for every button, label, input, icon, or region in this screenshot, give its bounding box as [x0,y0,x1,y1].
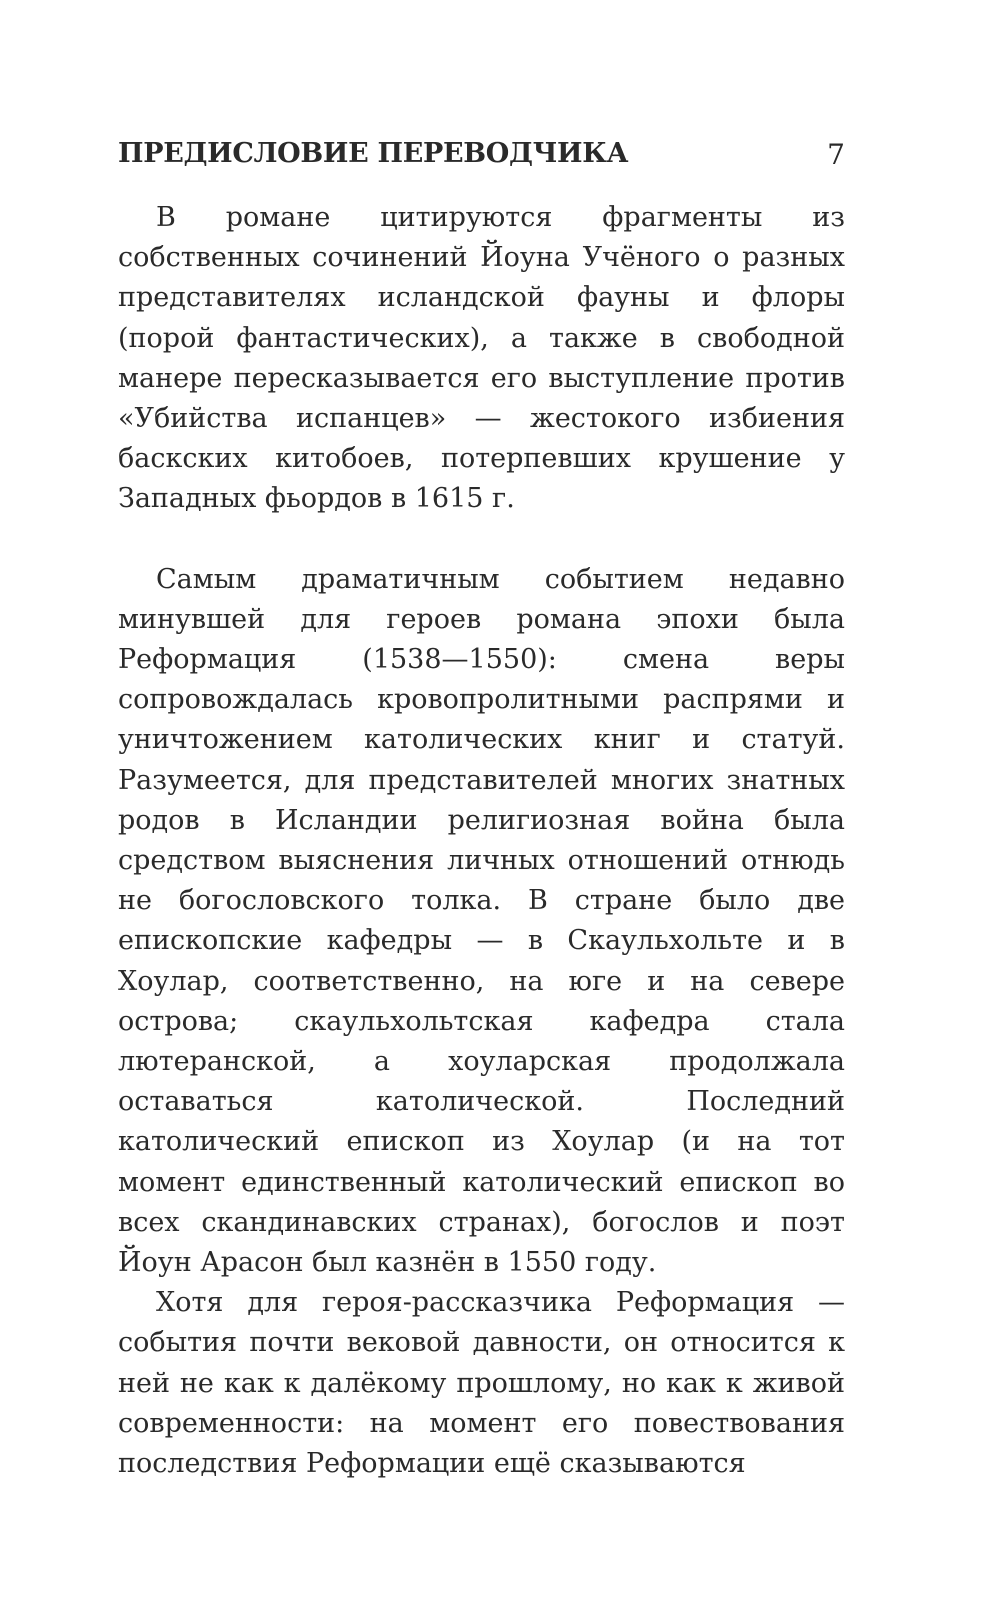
running-head [118,120,845,180]
page-number: 7 [827,138,845,171]
book-page [118,120,845,1484]
body-text [118,198,845,1484]
section-title: ПРЕДИСЛОВИЕ ПЕРЕВОДЧИКА [118,138,629,169]
paragraph-quotations: В романе цитируются фрагменты из собственных сочинений Йоуна Учёного о разных представителях исландской фауны и флоры (порой фантастических), а также в свободной манере пересказывается его выступление против «Убийства испанцев» — жестокого избиения баскских китобоев, потерпевших крушение у Западных фьордов в 1615 г. [118,202,845,515]
paragraph-narrator: Хотя для героя-рассказчика Реформация — события почти вековой давности, он относится к ней не как к далёкому прошлому, но как к живой современности: на момент его повествования последствия Реформации ещё сказываются [118,1287,845,1480]
paragraph-reformation: Самым драматичным событием недавно минувшей для героев романа эпохи была Реформация (1538—1550): смена веры сопровождалась кровопролитными распрями и уничтожением католических книг и статуй. Разумеется, для представителей многих знатных родов в Исландии религиозная война была средством выяснения личных отношений отнюдь не богословского толка. В стране было две епископские кафедры — в Скаульхольте и в Хоулар, соответственно, на юге и на севере острова; скаульхольтская кафедра стала лютеранской, а хоуларская продолжала оставаться католической. Последний католический епископ из Хоулар (и на тот момент единственный католический епископ во всех скандинавских странах), богослов и поэт Йоун Арасон был казнён в 1550 году. [118,563,845,1279]
